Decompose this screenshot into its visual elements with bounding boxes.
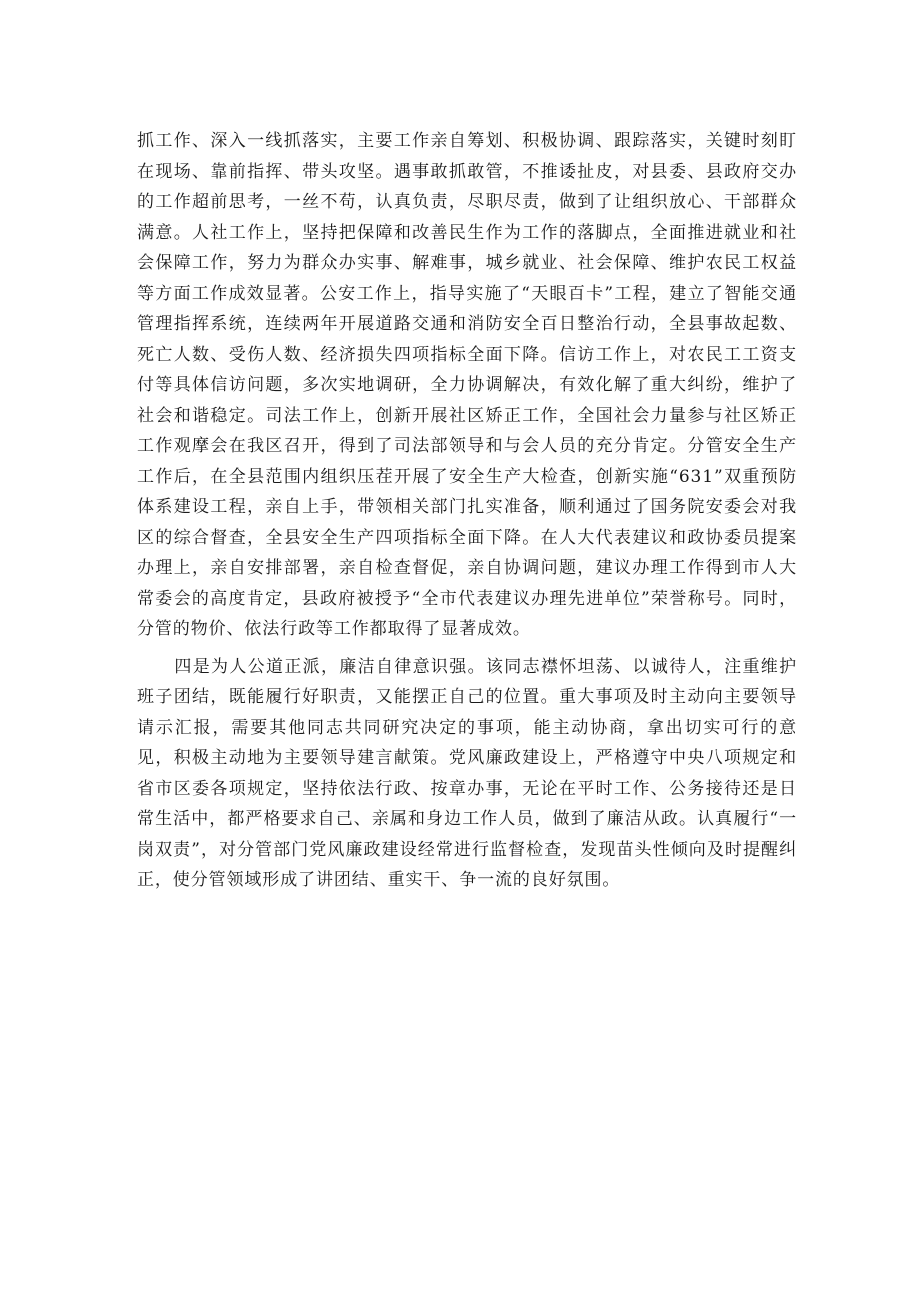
paragraph-integrity-self-discipline: 四是为人公道正派，廉洁自律意识强。该同志襟怀坦荡、以诚待人，注重维护班子团结，既能履行好职责，又能摆正自己的位置。重大事项及时主动向主要领导请示汇报，需要其他同志共同研究决定的事项，能主动协商，拿出切实可行的意见，积极主动地为主要领导建言献策。党风廉政建设上，严格遵守中央八项规定和省市区委各项规定，坚持依法行政、按章办事，无论在平时工作、公务接待还是日常生活中，都严格要求自己、亲属和身边工作人员，做到了廉洁从政。认真履行“一岗双责”，对分管部门党风廉政建设经常进行监督检查，发现苗头性倾向及时提醒纠正，使分管领域形成了讲团结、重实干、争一流的良好氛围。 (137, 656, 797, 890)
paragraph-continued-work-summary: 抓工作、深入一线抓落实，主要工作亲自筹划、积极协调、跟踪落实，关键时刻盯在现场、靠前指挥、带头攻坚。遇事敢抓敢管，不推诿扯皮，对县委、县政府交办的工作超前思考，一丝不苟，认真负责，尽职尽责，做到了让组织放心、干部群众满意。人社工作上，坚持把保障和改善民生作为工作的落脚点，全面推进就业和社会保障工作，努力为群众办实事、解难事，城乡就业、社会保障、维护农民工权益等方面工作成效显著。公安工作上，指导实施了“天眼百卡”工程，建立了智能交通管理指挥系统，连续两年开展道路交通和消防安全百日整治行动，全县事故起数、死亡人数、受伤人数、经济损失四项指标全面下降。信访工作上，对农民工工资支付等具体信访问题，多次实地调研，全力协调解决，有效化解了重大纠纷，维护了社会和谐稳定。司法工作上，创新开展社区矫正工作，全国社会力量参与社区矫正工作观摩会在我区召开，得到了司法部领导和与会人员的充分肯定。分管安全生产工作后，在全县范围内组织压茬开展了安全生产大检查，创新实施“631”双重预防体系建设工程，亲自上手，带领相关部门扎实准备，顺利通过了国务院安委会对我区的综合督查，全县安全生产四项指标全面下降。在人大代表建议和政协委员提案办理上，亲自安排部署，亲自检查督促，亲自协调问题，建议办理工作得到市人大常委会的高度肯定，县政府被授予“全市代表建议办理先进单位”荣誉称号。同时，分管的物价、依法行政等工作都取得了显著成效。 (137, 131, 797, 639)
document-body (137, 126, 797, 896)
